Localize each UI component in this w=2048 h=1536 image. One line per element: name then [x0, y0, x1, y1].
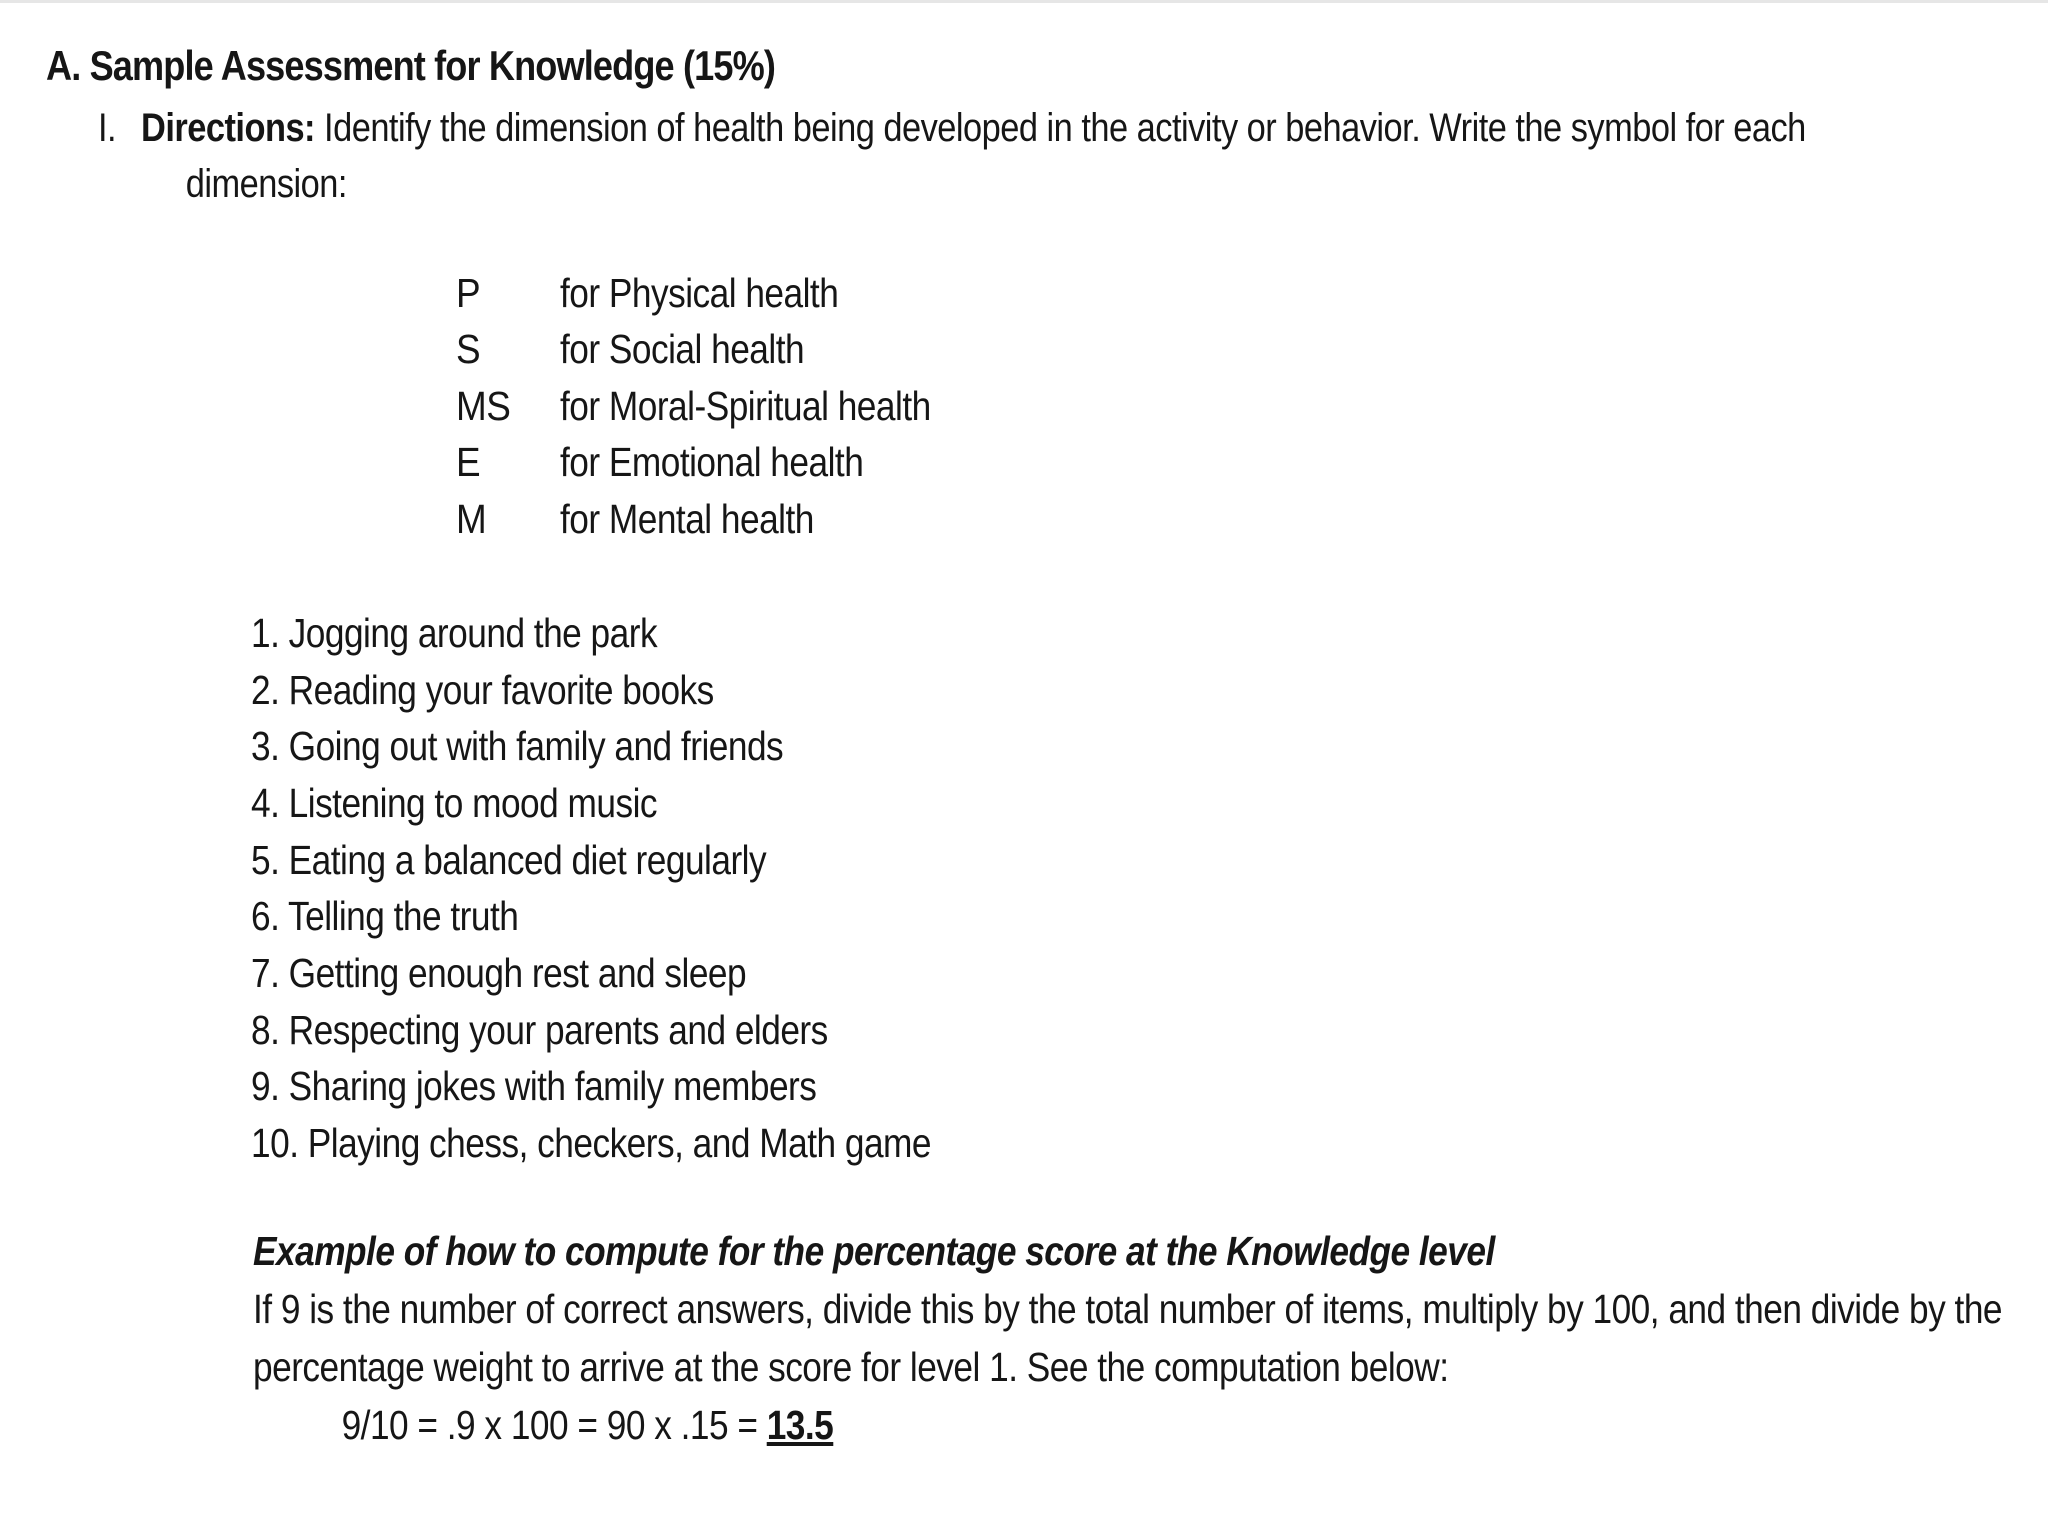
computation-text: 9/10 = .9 x 100 = 90 x .15 =: [341, 1402, 767, 1448]
list-item-text: 8. Respecting your parents and elders: [251, 1006, 828, 1053]
legend-symbol: M: [456, 495, 487, 542]
directions-text: Identify the dimension of health being developed in the activity or behavior. Write the symbol for each: [315, 106, 1806, 150]
list-item: [251, 832, 1042, 889]
directions-label: Directions:: [141, 106, 316, 150]
legend-description: for Mental health: [560, 495, 814, 542]
list-item: [251, 1059, 1042, 1116]
list-item-text: 1. Jogging around the park: [251, 609, 658, 656]
activity-list: [251, 605, 1042, 1172]
list-item: [251, 775, 1042, 832]
list-item-text: 4. Listening to mood music: [251, 779, 658, 826]
computation-result: 13.5: [766, 1402, 834, 1448]
legend-description: for Physical health: [560, 269, 839, 316]
list-item: [251, 718, 1042, 775]
list-item-text: 3. Going out with family and friends: [251, 723, 784, 770]
list-item: [251, 888, 1042, 945]
legend-row: [456, 265, 991, 322]
legend-symbol: P: [456, 269, 481, 316]
computation-formula: [253, 1402, 1784, 1460]
directions-numeral: I.: [98, 106, 117, 150]
list-item-text: 6. Telling the truth: [251, 893, 519, 940]
legend-row: [456, 322, 991, 379]
legend-symbol: E: [456, 439, 481, 486]
legend-row: [456, 491, 991, 548]
legend-row: [456, 435, 991, 492]
list-item-text: 7. Getting enough rest and sleep: [251, 949, 747, 996]
example-text-line-2: percentage weight to arrive at the score for level 1. See the computation below:: [253, 1344, 1449, 1390]
legend-description: for Emotional health: [560, 439, 864, 486]
example-heading: Example of how to compute for the percentage score at the Knowledge level: [253, 1228, 1495, 1274]
directions-line-1: [98, 100, 1806, 156]
list-item: [251, 605, 1042, 662]
list-item-text: 9. Sharing jokes with family members: [251, 1063, 817, 1110]
list-item: [251, 945, 1042, 1002]
list-item-text: 5. Eating a balanced diet regularly: [251, 836, 767, 883]
legend-symbol: MS: [456, 382, 511, 429]
section-title: A. Sample Assessment for Knowledge (15%): [46, 42, 776, 89]
legend-symbol: S: [456, 326, 481, 373]
list-item-text: 10. Playing chess, checkers, and Math game: [251, 1120, 931, 1167]
list-item: [251, 662, 1042, 719]
legend-row: [456, 378, 991, 435]
legend-description: for Social health: [560, 326, 805, 373]
legend-description: for Moral-Spiritual health: [560, 382, 931, 429]
computation-example: [253, 1228, 2033, 1460]
list-item-text: 2. Reading your favorite books: [251, 666, 714, 713]
symbol-legend: [456, 265, 991, 548]
list-item: [251, 1002, 1042, 1059]
list-item: [251, 1115, 1042, 1172]
directions-block: [98, 100, 1998, 212]
directions-line-2: dimension:: [185, 162, 347, 206]
example-text-line-1: If 9 is the number of correct answers, divide this by the total number of items, multiply by 100, and then divide by the: [253, 1286, 2003, 1332]
